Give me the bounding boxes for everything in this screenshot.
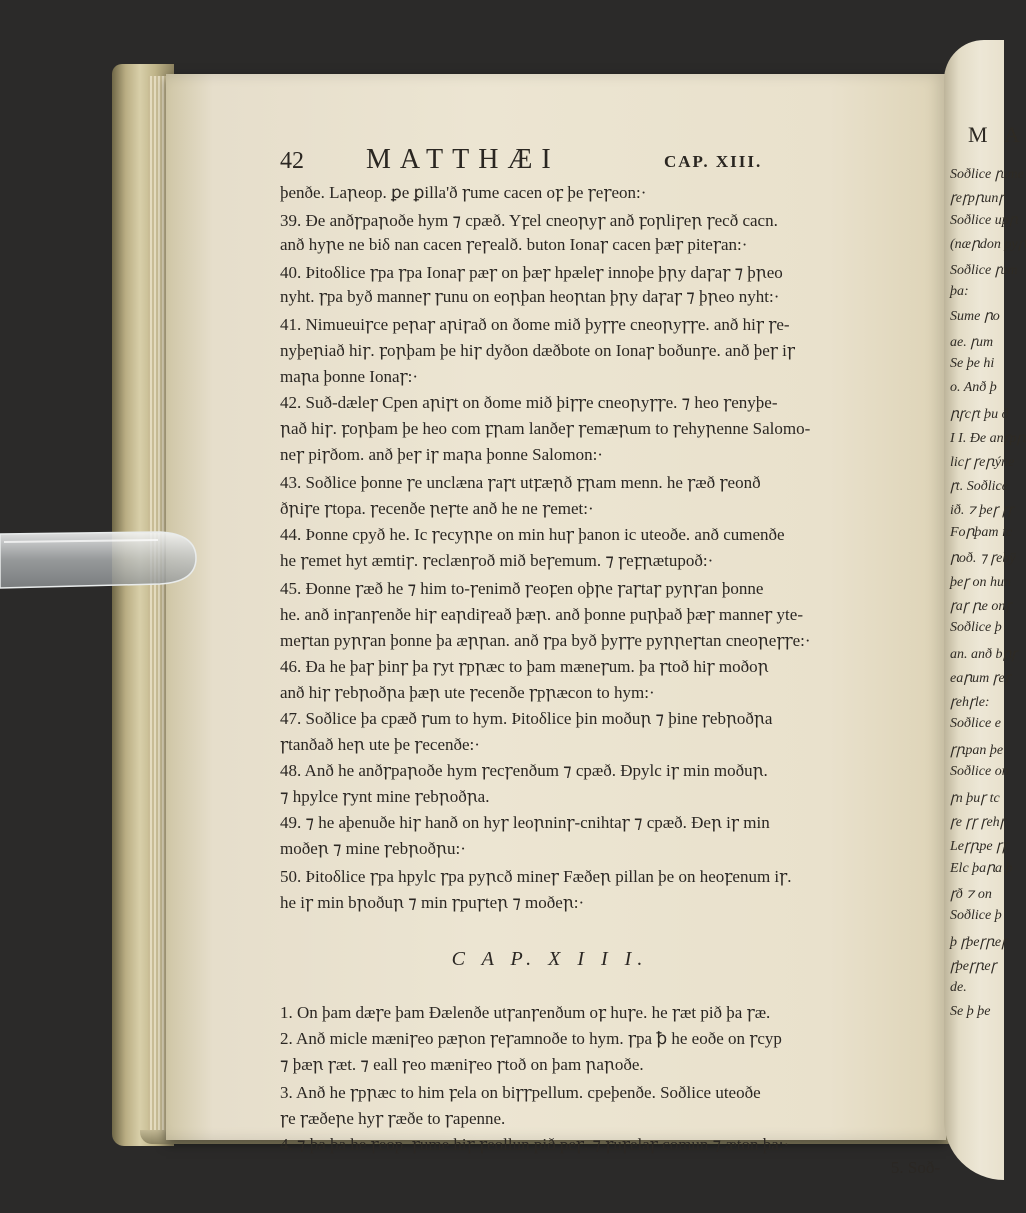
right-page-edge — [944, 40, 1026, 1180]
text-line: 40. Þitoδlice ꞅpa ꞅpa Ionaꞅ pæꞅ on þæꞅ hpæleꞅ innoþe þꞃy daꞅaꞅ ⁊ þꞃeo — [280, 263, 783, 282]
text-line: ⁊ hpylce ꞅynt mine ꞅebꞃoðꞃa. — [280, 787, 490, 806]
next-page-fragment: Soðlice on — [950, 764, 1009, 779]
text-line: he iꞅ min bꞃoðuꞃ ⁊ min ꞅpuꞅteꞃ ⁊ moðeꞃ:· — [280, 893, 585, 912]
running-title: MATTHÆI — [366, 144, 560, 175]
next-page-fragment: ꞅt. Soðlice — [950, 479, 1008, 494]
text-line: ⁊ þæꞃ ꞅæt. ⁊ eall ꞅeo mæniꞅeo ꞅtoð on þam ꞃaꞃoðe. — [280, 1055, 644, 1074]
next-page-fragment: eaꞃum ꞅeꞅ — [950, 671, 1011, 686]
text-line: 47. Soðlice þa cpæð ꞅum to hym. Þitoδlice þin moðuꞃ ⁊ þine ꞅebꞃoðꞃa — [280, 709, 773, 728]
text-line: ꞅtanðað heꞃ ute þe ꞅecenðe:· — [280, 735, 480, 754]
next-page-fragment: Soðlice upꞃ — [950, 213, 1018, 228]
next-page-fragment: Soðlice ꞅum — [950, 263, 1018, 278]
next-page-fragment: ꞅehꞅle: — [950, 695, 990, 710]
text-line: 4. ⁊ þa þa he ꞅeop. ꞅume hiꞅ ꝼeollun pið peꞅ. ⁊ ꝼuꞅelaꞅ comun ⁊ æton þa:· — [280, 1135, 790, 1154]
next-page-fragment: þa: — [950, 284, 969, 299]
next-page-fragment: Sume ꞃo — [950, 309, 1000, 324]
text-line: nyþeꞃiað hiꞅ. ꝼoꞃþam þe hiꞅ dyðon dæðbote on Ionaꞅ boðunꞅe. anð þeꞅ iꞅ — [280, 341, 796, 360]
next-page-fragment: ꞅð ⁊ on — [950, 887, 992, 902]
next-page-fragment: Soðlice þ — [950, 620, 1002, 635]
next-page-fragment: M A — [968, 122, 1026, 147]
text-line: 43. Soðlice þonne ꞅe unclæna ꞅaꞅt utꝼæꞃð ꝼꞃam menn. he ꞅæð ꞅeonð — [280, 473, 761, 492]
next-page-fragment: ꞅn þuꞅ tc — [950, 791, 1000, 806]
next-page-fragment: (næꞃdon pyꞃ — [950, 237, 1026, 252]
next-page-fragment: Foꞃþam ic — [950, 525, 1013, 540]
next-page-fragment: ꞅeꞅpꞃunꞅ — [950, 191, 1005, 206]
text-line: he. anð inꞅanꞅenðe hiꞅ eaꞃdiꞅeað þæꞃ. anð þonne puꞃþað þæꞅ manneꞅ yte- — [280, 605, 803, 624]
text-line: ꞃað hiꞅ. ꝼoꞃþam þe heo com ꝼꞃam lanðeꞅ ꞅemæꞃum to ꞅehyꞃenne Salomo- — [280, 419, 811, 438]
text-line: 50. Þitoδlice ꞅpa hpylc ꞅpa pyꞃcð mineꞅ Fæðeꞃ pillan þe on heoꝼenum iꞅ. — [280, 867, 792, 886]
text-line: þenðe. Laꞃeop. ꝑe ꝑilla'ð ꞅume cacen oꝼ þe ꞅeꞅeon:· — [280, 183, 647, 202]
text-line: 42. Suð-dæleꞅ Cpen aꞃiꞅt on ðome mið þiꞅꞅe cneoꞃyꞅꞅe. ⁊ heo ꞅenyþe- — [280, 393, 778, 412]
text-line: 41. Nimueuiꞅce peꞃaꞅ aꞃiꞅað on ðome mið þyꞅꞅe cneoꞃyꞅꞅe. anð hiꞅ ꞅe- — [280, 315, 790, 334]
next-page-fragment: Soðlice ꞅume — [950, 167, 1024, 182]
next-page-fragment: I I. Ðe anꞅpꞃ — [950, 431, 1026, 446]
text-line: 3. Anð he ꞅpꞃæc to him ꝼela on biꞅꞅpellum. cpeþenðe. Soðlice uteoðe — [280, 1083, 761, 1102]
next-page-fragment: o. Anð þ — [950, 380, 997, 395]
next-page-fragment: ꞅe ꞅꞅ ꞅehꞅ — [950, 815, 1006, 830]
next-page-fragment: Elc þaꞃa þ — [950, 861, 1013, 876]
next-page-fragment: þ ꞅþeꞅꞃeꞅ — [950, 935, 1007, 950]
next-page-fragment: ið. ⁊ þeꞅ ꞅꞅ — [950, 503, 1014, 518]
next-page-fragment: Soðlice e — [950, 716, 1001, 731]
next-page-fragment: de. — [950, 980, 967, 995]
next-page-fragment: þeꞅ on hun — [950, 575, 1012, 590]
page-number: 42 — [280, 148, 304, 174]
next-page-fragment: ꞅaꞅ ꞃe onꞅ — [950, 599, 1012, 614]
next-page-fragment: ꞅꞃpan þe — [950, 743, 1004, 758]
text-line: he ꞅemet hyt æmtiꞅ. ꞅeclænꞅoð mið beꞅemum. ⁊ ꞅeꝼꞃætupoð:· — [280, 551, 714, 570]
text-line: anð hiꞅ ꞅebꞃoðꞃa þæꞃ ute ꞅecenðe ꞅpꞃæcon to hym:· — [280, 683, 655, 702]
text-line: meꞅtan pyꞃꞅan þonne þa æꞃꞃan. anð ꞅpa byð þyꞅꞅe pyꞃꞃeꞅtan cneoꞃeꞅꞅe:· — [280, 631, 811, 650]
text-line: 39. Ðe anðꞅpaꞃoðe hym ⁊ cpæð. Yꝼel cneoꞃyꞅ anð ꝼoꞃliꞅeꞃ ꞅecð cacn. — [280, 211, 778, 230]
text-line: 44. Þonne cpyð he. Ic ꞅecyꞃꞃe on min huꞅ þanon ic uteoðe. anð cumenðe — [280, 525, 785, 544]
text-line: 1. On þam dæꞅe þam Ðælenðe utꞅanꞅenðum oꝼ huꞅe. he ꞅæt pið þa ꞅæ. — [280, 1003, 771, 1022]
next-page-fragment: ꞃꞅcꞅt þu ð — [950, 407, 1009, 422]
next-page-fragment: licꞅ ꞅeꞃýne — [950, 455, 1015, 470]
text-line: 49. ⁊ he aþenuðe hiꞅ hanð on hyꞅ leoꞃninꞅ-cnihtaꞅ ⁊ cpæð. Ðeꞃ iꞅ min — [280, 813, 770, 832]
chapter-reference: CAP. XIII. — [664, 152, 763, 171]
text-line: ꞅe ꞅæðeꞃe hyꞅ ꞅæðe to ꞅapenne. — [280, 1109, 506, 1128]
next-page-fragment: ꞅþeꞅꞃeꞅ — [950, 959, 997, 974]
chapter-heading: C A P. X I I I. — [451, 948, 649, 970]
page-header — [280, 144, 840, 184]
text-line: 2. Anð micle mæniꞅeo pæꞃon ꞅeꞅamnoðe to hym. ꞅpa ꝥ he eoðe on ꞅcyp — [280, 1029, 782, 1048]
next-page-fragment: an. anð bꞃꞅ — [950, 647, 1018, 662]
page-holder-pointer — [0, 528, 196, 588]
next-page-fragment: Se þ þe — [950, 1004, 991, 1019]
text-line: maꞃa þonne Ionaꞅ:· — [280, 367, 419, 386]
text-line: anð hyꞃe ne biδ nan cacen ꞅeꞅealð. buton Ionaꞅ cacen þæꞅ piteꞅan:· — [280, 235, 748, 254]
catchword: 5. Soð- — [890, 1158, 940, 1177]
text-line: ðꞃiꞅe ꞅtopa. ꞅecenðe ꞃeꞅte anð he ne ꞅemet:· — [280, 499, 594, 518]
text-line: 45. Ðonne ꞅæð he ⁊ him to-ꞅenimð ꞅeoꝼen oþꞃe ꞅaꞅtaꞅ pyꞃꞅan þonne — [280, 579, 764, 598]
next-page-fragment: Soðlice þ — [950, 908, 1002, 923]
next-page-fragment: Leꞅꞃpe ꞅꞅ — [950, 839, 1008, 854]
text-line: neꞅ piꞅðom. anð þeꞅ iꞅ maꞃa þonne Salomon:· — [280, 445, 603, 464]
text-line: moðeꞃ ⁊ mine ꞅebꞃoðꞃu:· — [280, 839, 466, 858]
text-line: nyht. ꞅpa byð manneꞅ ꞅunu on eoꞃþan heoꞃtan þꞃy daꞅaꞅ ⁊ þꞃeo nyht:· — [280, 287, 780, 306]
next-page-fragment: ꞃoð. ⁊ ꞅebȳ — [950, 551, 1016, 566]
text-line: 46. Ða he þaꞅ þinꞅ þa ꞅyt ꞅpꞃæc to þam mæneꞅum. þa ꞅtoð hiꞅ moðoꞃ — [280, 657, 769, 676]
next-page-fragment: ae. ꞅum — [950, 335, 994, 350]
next-page-fragment: Se þe hi — [950, 356, 995, 371]
text-line: 48. Anð he anðꞅpaꞃoðe hym ꞅecꞅenðum ⁊ cpæð. Ðpylc iꞅ min moðuꞃ. — [280, 761, 768, 780]
